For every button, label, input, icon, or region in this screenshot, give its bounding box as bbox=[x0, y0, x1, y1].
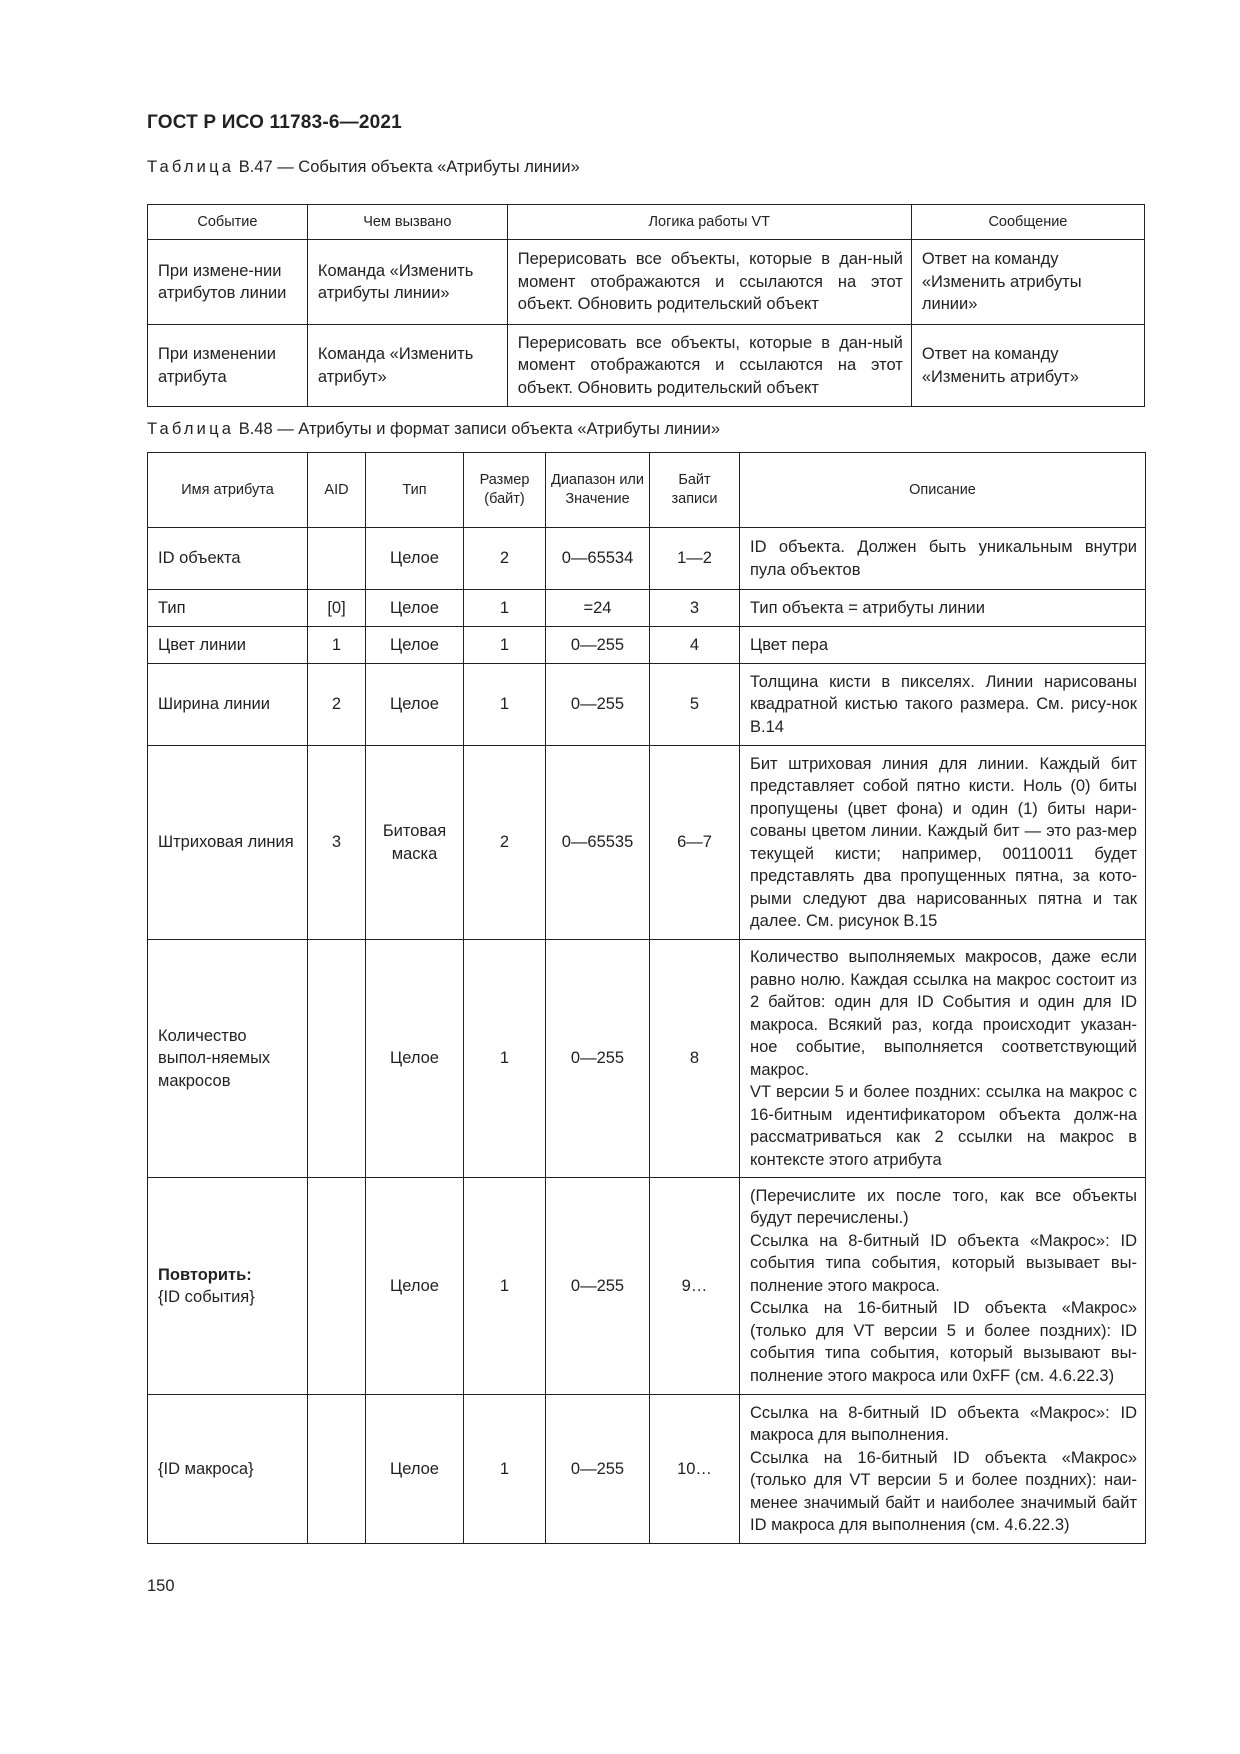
column-header: Логика работы VT bbox=[507, 205, 911, 240]
record-bytes-cell: 3 bbox=[650, 590, 740, 627]
table-row bbox=[148, 1178, 1146, 1395]
size-cell: 1 bbox=[464, 1395, 546, 1544]
size-cell: 2 bbox=[464, 528, 546, 590]
record-bytes-cell: 4 bbox=[650, 627, 740, 664]
column-header: Чем вызвано bbox=[307, 205, 507, 240]
table-row bbox=[148, 627, 1146, 664]
table-row bbox=[148, 325, 1145, 407]
attribute-name-cell bbox=[148, 1178, 308, 1395]
attribute-name-cell: Тип bbox=[148, 590, 308, 627]
aid-cell: 2 bbox=[308, 664, 366, 746]
caption-text: В.48 — Атрибуты и формат записи объекта «Атрибуты линии» bbox=[234, 420, 720, 438]
size-cell: 2 bbox=[464, 746, 546, 940]
logic-cell: Перерисовать все объекты, которые в дан-ный момент отображаются и ссылаются на этот объект. Обновить родительский объект bbox=[507, 240, 911, 325]
description-paragraph: Ссылка на 16-битный ID объекта «Макрос» (только для VT версии 5 и более поздних): ID события типа события, который вызывают вы-полнение этого макроса или 0xFF (см. 4.6.22.3) bbox=[750, 1299, 1137, 1385]
column-header: Событие bbox=[148, 205, 308, 240]
description-paragraph: Ссылка на 8-битный ID объекта «Макрос»: ID события типа события, который вызывает вы-полнение этого макроса. bbox=[750, 1231, 1137, 1295]
table-47-caption bbox=[147, 158, 580, 177]
table-row bbox=[148, 590, 1146, 627]
size-cell: 1 bbox=[464, 590, 546, 627]
type-cell: Целое bbox=[366, 590, 464, 627]
description-cell bbox=[740, 1178, 1146, 1395]
attributes-table bbox=[147, 452, 1146, 1544]
record-bytes-cell: 8 bbox=[650, 940, 740, 1178]
range-cell: 0—255 bbox=[546, 664, 650, 746]
description-cell: ID объекта. Должен быть уникальным внутри пула объектов bbox=[740, 528, 1146, 590]
type-cell: Целое bbox=[366, 940, 464, 1178]
range-cell: 0—255 bbox=[546, 1178, 650, 1395]
attribute-name: {ID события} bbox=[158, 1288, 255, 1306]
record-bytes-cell: 6—7 bbox=[650, 746, 740, 940]
column-header: Сообщение bbox=[911, 205, 1144, 240]
range-cell: 0—255 bbox=[546, 1395, 650, 1544]
caption-prefix: Таблица bbox=[147, 420, 235, 438]
type-cell: Целое bbox=[366, 1395, 464, 1544]
record-bytes-cell: 1—2 bbox=[650, 528, 740, 590]
description-cell bbox=[740, 940, 1146, 1178]
description-cell: Тип объекта = атрибуты линии bbox=[740, 590, 1146, 627]
attribute-name-cell: Ширина линии bbox=[148, 664, 308, 746]
caption-text: В.47 — События объекта «Атрибуты линии» bbox=[234, 158, 580, 176]
aid-cell bbox=[308, 1395, 366, 1544]
type-cell: Целое bbox=[366, 1178, 464, 1395]
type-cell: Целое bbox=[366, 664, 464, 746]
column-header: Тип bbox=[366, 453, 464, 528]
aid-cell: [0] bbox=[308, 590, 366, 627]
event-cell: При изменении атрибута bbox=[148, 325, 308, 407]
type-cell: Целое bbox=[366, 627, 464, 664]
record-bytes-cell: 10… bbox=[650, 1395, 740, 1544]
range-cell: 0—65535 bbox=[546, 746, 650, 940]
column-header: Имя атрибута bbox=[148, 453, 308, 528]
range-cell: =24 bbox=[546, 590, 650, 627]
aid-cell: 1 bbox=[308, 627, 366, 664]
size-cell: 1 bbox=[464, 940, 546, 1178]
table-row bbox=[148, 746, 1146, 940]
caption-prefix: Таблица bbox=[147, 158, 235, 176]
page-number: 150 bbox=[147, 1577, 175, 1595]
table-48-caption bbox=[147, 420, 720, 439]
description-paragraph: Ссылка на 8-битный ID объекта «Макрос»: ID макроса для выполнения. bbox=[750, 1403, 1137, 1444]
description-paragraph: Ссылка на 16-битный ID объекта «Макрос» (только для VT версии 5 и более поздних): наи-менее значимый байт и наиболее значимый байт ID макроса для выполнения (см. 4.6.22.3) bbox=[750, 1448, 1137, 1534]
description-paragraph: Количество выполняемых макросов, даже если равно нолю. Каждая ссылка на макрос состоит из 2 байтов: один для ID События и один для ID макроса. Всякий раз, когда происходит указан-ное событие, выполняется соответствующий макрос. bbox=[750, 948, 1137, 1079]
message-cell: Ответ на команду «Изменить атрибут» bbox=[911, 325, 1144, 407]
repeat-label: Повторить: bbox=[158, 1265, 252, 1284]
range-cell: 0—255 bbox=[546, 627, 650, 664]
table-row bbox=[148, 940, 1146, 1178]
aid-cell bbox=[308, 528, 366, 590]
table-header-row bbox=[148, 205, 1145, 240]
table-header-row bbox=[148, 453, 1146, 528]
size-cell: 1 bbox=[464, 627, 546, 664]
description-cell bbox=[740, 1395, 1146, 1544]
message-cell: Ответ на команду «Изменить атрибуты линии» bbox=[911, 240, 1144, 325]
record-bytes-cell: 9… bbox=[650, 1178, 740, 1395]
attribute-name-cell: Количество выпол-няемых макросов bbox=[148, 940, 308, 1178]
column-header: Байт записи bbox=[650, 453, 740, 528]
type-cell: Битовая маска bbox=[366, 746, 464, 940]
attribute-name-cell: Штриховая линия bbox=[148, 746, 308, 940]
description-cell: Толщина кисти в пикселях. Линии нарисованы квадратной кистью такого размера. См. рису-нок В.14 bbox=[740, 664, 1146, 746]
record-bytes-cell: 5 bbox=[650, 664, 740, 746]
cause-cell: Команда «Изменить атрибут» bbox=[307, 325, 507, 407]
size-cell: 1 bbox=[464, 1178, 546, 1395]
attribute-name-cell: {ID макроса} bbox=[148, 1395, 308, 1544]
description-paragraph: VT версии 5 и более поздних: ссылка на макрос с 16-битным идентификатором объекта долж-на рассматриваться как 2 ссылки на макрос в контексте этого атрибута bbox=[750, 1083, 1137, 1169]
document-header: ГОСТ Р ИСО 11783-6—2021 bbox=[147, 112, 402, 133]
description-paragraph: (Перечислите их после того, как все объекты будут перечислены.) bbox=[750, 1186, 1137, 1228]
column-header: Описание bbox=[740, 453, 1146, 528]
table-row bbox=[148, 240, 1145, 325]
cause-cell: Команда «Изменить атрибуты линии» bbox=[307, 240, 507, 325]
size-cell: 1 bbox=[464, 664, 546, 746]
aid-cell: 3 bbox=[308, 746, 366, 940]
attribute-name-cell: Цвет линии bbox=[148, 627, 308, 664]
description-cell: Цвет пера bbox=[740, 627, 1146, 664]
column-header: Размер (байт) bbox=[464, 453, 546, 528]
table-row bbox=[148, 664, 1146, 746]
aid-cell bbox=[308, 940, 366, 1178]
table-row bbox=[148, 1395, 1146, 1544]
attribute-name-cell: ID объекта bbox=[148, 528, 308, 590]
description-cell: Бит штриховая линия для линии. Каждый бит представляет собой пятно кисти. Ноль (0) биты пропущены (цвет фона) и один (1) биты нари-сованы цветом линии. Каждый бит — это раз-мер текущей кисти; например, 00110011 будет представлять два пропущенных пятна, за кото-рыми следуют два нарисованных пятна и так далее. См. рисунок В.15 bbox=[740, 746, 1146, 940]
column-header: AID bbox=[308, 453, 366, 528]
range-cell: 0—255 bbox=[546, 940, 650, 1178]
events-table bbox=[147, 204, 1145, 407]
aid-cell bbox=[308, 1178, 366, 1395]
table-row bbox=[148, 528, 1146, 590]
range-cell: 0—65534 bbox=[546, 528, 650, 590]
column-header: Диапазон или Значение bbox=[546, 453, 650, 528]
event-cell: При измене-нии атрибутов линии bbox=[148, 240, 308, 325]
type-cell: Целое bbox=[366, 528, 464, 590]
logic-cell: Перерисовать все объекты, которые в дан-ный момент отображаются и ссылаются на этот объект. Обновить родительский объект bbox=[507, 325, 911, 407]
